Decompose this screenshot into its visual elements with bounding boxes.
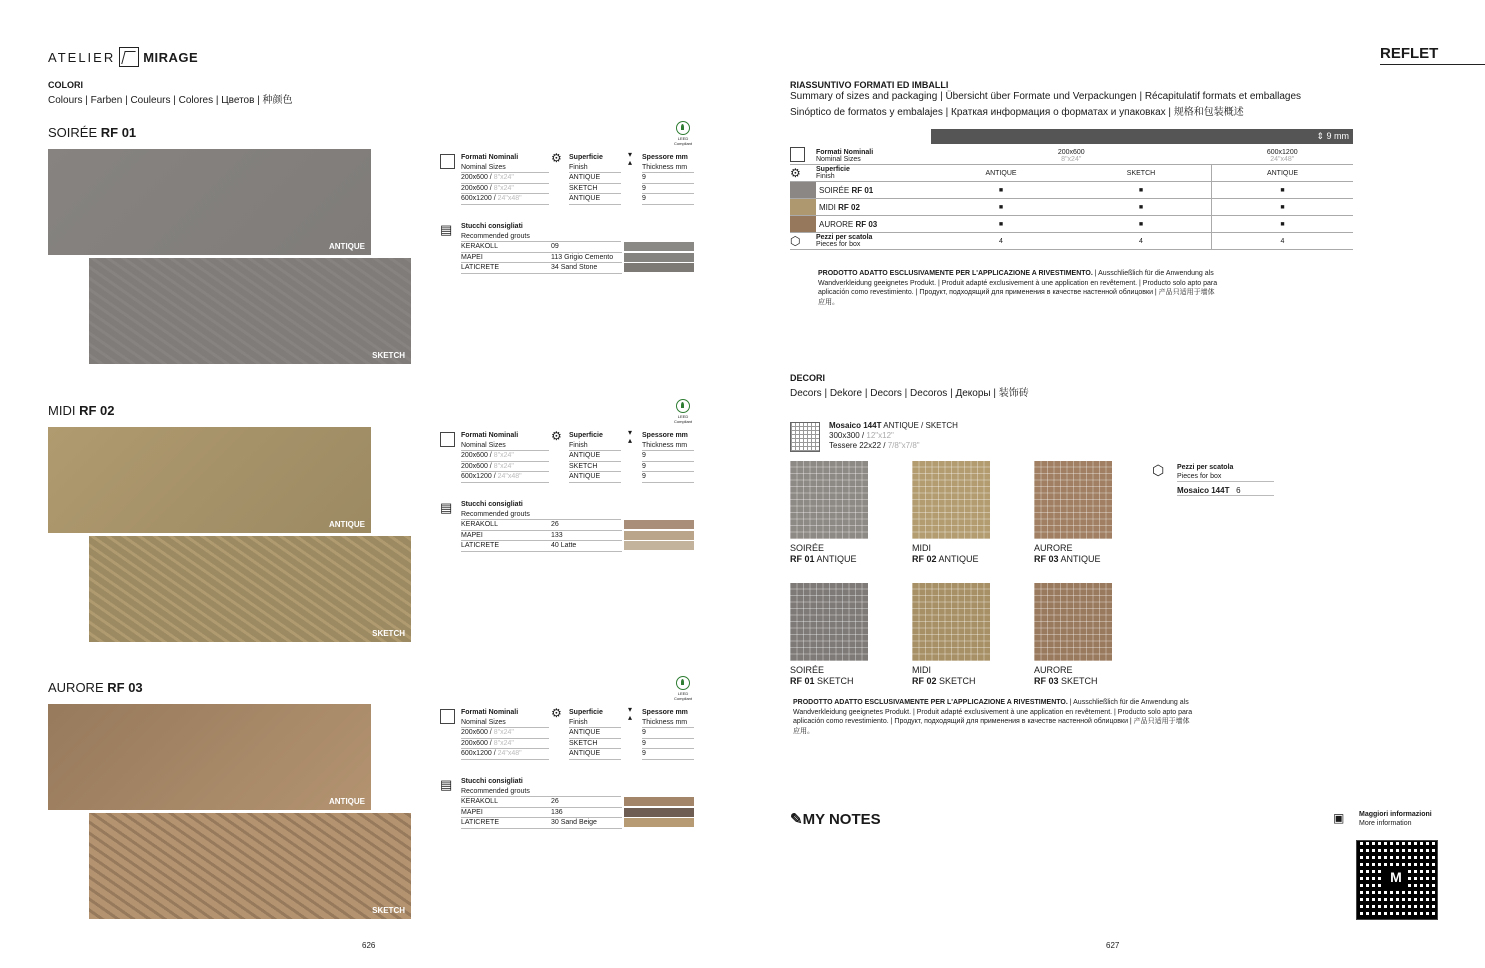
- product-title: [48, 125, 136, 140]
- decor-box-heading: Pezzi per scatola: [1177, 464, 1234, 471]
- available-mark: ■: [931, 216, 1071, 233]
- size-inch: 8"x24": [493, 184, 514, 192]
- grout-row: [461, 263, 622, 274]
- tile-antique: [48, 427, 371, 533]
- grout-value: 133: [551, 531, 563, 539]
- grout-row: [461, 797, 622, 808]
- thickness-sub: Thickness mm: [642, 441, 694, 452]
- mosaic-name: AURORE: [1034, 665, 1073, 675]
- grout-heading: Stucchi consigliati: [461, 223, 523, 230]
- grout-sub: Recommended grouts: [461, 232, 621, 243]
- grout-brand: KERAKOLL: [461, 521, 498, 528]
- thickness-value: 9: [642, 749, 694, 760]
- thickness-value: 9: [642, 184, 694, 195]
- product-title: [48, 680, 143, 695]
- product-name: AURORE: [819, 219, 856, 229]
- product-code: RF 02: [838, 202, 860, 212]
- mosaic-finish: SKETCH: [939, 676, 976, 686]
- mosaic-caption: [912, 543, 979, 565]
- thickness-icon: ⇕: [1316, 131, 1324, 141]
- thickness-icon: ▾ ▴: [628, 705, 633, 722]
- grout-brand: KERAKOLL: [461, 243, 498, 250]
- grout-heading: Stucchi consigliati: [461, 501, 523, 508]
- mosaic-code: RF 02: [912, 554, 937, 564]
- note-bold-1: PRODOTTO ADATTO ESCLUSIVAMENTE PER L'APPLICAZIONE A RIVESTIMENTO.: [818, 270, 1093, 277]
- thickness-value: 9: [642, 739, 694, 750]
- product-swatch: [790, 216, 816, 233]
- note-bold-2: PRODOTTO ADATTO ESCLUSIVAMENTE PER L'APPLICAZIONE A RIVESTIMENTO.: [793, 699, 1068, 706]
- finish-value: ANTIQUE: [569, 728, 621, 739]
- size-row: [461, 728, 549, 739]
- size-row: [461, 451, 549, 462]
- grout-brand: MAPEI: [461, 253, 483, 261]
- size-square-icon: [440, 709, 455, 724]
- finish-sub: Finish: [816, 173, 835, 180]
- mosaic-size-inch: 12"x12": [866, 431, 894, 440]
- size-row: [461, 184, 549, 195]
- mosaic-grid-icon: [790, 422, 820, 452]
- grout-icon: ▤: [440, 222, 453, 237]
- mosaic-finish: SKETCH: [1061, 676, 1098, 686]
- grout-swatch: [624, 242, 694, 251]
- thickness-bar: [931, 129, 1353, 144]
- size-value: 600x1200 /: [461, 750, 498, 757]
- available-mark: ■: [1212, 182, 1354, 199]
- grout-icon: ▤: [440, 500, 453, 515]
- mosaic-size: 300x300 /: [829, 431, 867, 440]
- mosaic-finish: SKETCH: [817, 676, 854, 686]
- mosaic-code: RF 01: [790, 676, 815, 686]
- grout-brand: LATICRETE: [461, 264, 499, 271]
- finish-col-2: SKETCH: [1071, 165, 1212, 182]
- size-value: 200x600 /: [461, 452, 494, 459]
- mosaic-code: RF 01: [790, 554, 815, 564]
- grout-swatch: [624, 263, 694, 272]
- product-code: RF 02: [79, 403, 115, 418]
- mosaic-name: SOIRÉE: [790, 665, 825, 675]
- decor-box-info: [1177, 463, 1274, 496]
- mosaic-tile: [1034, 583, 1112, 661]
- tile-antique: [48, 704, 371, 810]
- available-mark: ■: [1071, 182, 1212, 199]
- grout-swatch: [624, 797, 694, 806]
- size-row: [461, 749, 549, 760]
- summary-row-box: [790, 233, 1353, 250]
- tile-antique: [48, 149, 371, 255]
- brand-logo: [48, 47, 198, 67]
- summary-product-row: [790, 182, 1353, 199]
- sizes-column: [461, 431, 549, 483]
- grout-swatch: [624, 541, 694, 550]
- grout-row: [461, 531, 622, 542]
- thickness-column: [642, 431, 694, 483]
- thickness-value: 9 mm: [1326, 131, 1349, 141]
- box-icon-decor: ⬡: [1152, 462, 1165, 478]
- sketch-label: SKETCH: [372, 629, 405, 638]
- thickness-value: 9: [642, 194, 694, 205]
- my-notes-title: [790, 810, 881, 828]
- mosaic-tessere: Tessere 22x22 /: [829, 441, 888, 450]
- leed-text: LEED Compliant: [674, 414, 693, 424]
- grout-value: 09: [551, 243, 559, 250]
- sizes-heading: Formati Nominali: [461, 432, 519, 439]
- grout-value: 26: [551, 798, 559, 805]
- mosaic-name: MIDI: [912, 665, 931, 675]
- size-200x600-inch: 8"x24": [1061, 155, 1082, 163]
- product-code: RF 01: [100, 125, 137, 140]
- summary-sub-1: Summary of sizes and packaging | Übersicht über Formate und Verpackungen | Récapitulatif formats et emballages: [790, 91, 1302, 102]
- thickness-sub: Thickness mm: [642, 718, 694, 729]
- finish-value: ANTIQUE: [569, 173, 621, 184]
- finish-col-3: ANTIQUE: [1212, 165, 1354, 182]
- product-title: [48, 403, 114, 418]
- mosaic-caption: [790, 665, 854, 687]
- grout-value: 40 Latte: [551, 542, 577, 549]
- mosaic-finish: ANTIQUE: [816, 554, 857, 564]
- decor-box-sub: Pieces for box: [1177, 472, 1274, 482]
- size-inch: 24"x48": [497, 750, 522, 757]
- size-value: 200x600 /: [461, 739, 494, 747]
- grout-brand: LATICRETE: [461, 542, 499, 549]
- antique-label: ANTIQUE: [329, 797, 365, 806]
- finish-column: [569, 153, 621, 205]
- finish-icon: ⚙: [551, 151, 562, 165]
- size-value: 200x600 /: [461, 462, 494, 470]
- leaf-icon: [676, 676, 690, 690]
- size-square-icon: [440, 154, 455, 169]
- mosaic-tessere-inch: 7/8"x7/8": [887, 441, 920, 450]
- grout-value: 34 Sand Stone: [551, 264, 598, 271]
- mosaic-tile: [912, 461, 990, 539]
- box-sub: Pieces for box: [816, 241, 861, 248]
- series-title: REFLET: [1380, 45, 1439, 62]
- grout-sub: Recommended grouts: [461, 787, 621, 798]
- finish-sub: Finish: [569, 441, 621, 452]
- decor-box-value: 6: [1236, 486, 1241, 495]
- leed-badge: [674, 399, 692, 425]
- product-name: MIDI: [48, 403, 76, 418]
- product-code: RF 03: [855, 219, 878, 229]
- size-inch: 8"x24": [493, 174, 514, 181]
- finish-col-1: ANTIQUE: [931, 165, 1071, 182]
- tile-sketch: [89, 536, 411, 642]
- available-mark: ■: [1212, 216, 1354, 233]
- mosaic-name: SOIRÉE: [790, 543, 825, 553]
- leed-text: LEED Compliant: [674, 691, 693, 701]
- grout-row: [461, 520, 622, 531]
- finish-heading: Superficie: [569, 709, 603, 716]
- sizes-heading: Formati Nominali: [461, 709, 519, 716]
- sizes-column: [461, 708, 549, 760]
- more-info-heading: Maggiori informazioni: [1359, 811, 1432, 818]
- grout-row: [461, 818, 622, 829]
- grout-brand: KERAKOLL: [461, 798, 498, 805]
- box-col-1: 4: [931, 233, 1071, 250]
- finish-value: SKETCH: [569, 184, 621, 195]
- pen-icon: ✎: [790, 811, 803, 828]
- antique-label: ANTIQUE: [329, 520, 365, 529]
- size-value: 200x600 /: [461, 184, 494, 192]
- wall-only-note-2: [793, 698, 1193, 736]
- brand-atelier: ATELIER: [48, 49, 116, 65]
- size-600x1200: 600x1200: [1266, 148, 1298, 156]
- decor-heading: DECORI: [790, 373, 826, 383]
- grout-value: 26: [551, 521, 559, 528]
- page-number-left: 626: [362, 941, 376, 950]
- thickness-value: 9: [642, 728, 694, 739]
- available-mark: ■: [931, 182, 1071, 199]
- colors-heading: COLORI: [48, 80, 83, 90]
- mosaic-tile: [790, 583, 868, 661]
- grouts-block: [461, 500, 694, 552]
- size-inch: 8"x24": [493, 739, 514, 747]
- finish-value: ANTIQUE: [569, 472, 621, 483]
- grout-swatch: [624, 808, 694, 817]
- tile-sketch: [89, 258, 411, 364]
- my-notes-label: MY NOTES: [802, 811, 881, 828]
- box-col-3: 4: [1212, 233, 1354, 250]
- mosaic-name: AURORE: [1034, 543, 1073, 553]
- sketch-label: SKETCH: [372, 351, 405, 360]
- mosaic-code: RF 03: [1034, 676, 1059, 686]
- mosaic-caption: [912, 665, 976, 687]
- mosaic-finish: ANTIQUE / SKETCH: [881, 421, 958, 430]
- product-name: SOIRÉE: [819, 185, 852, 195]
- note-rest-2: | Ausschließlich für die Anwendung als Wandverkleidung geeignetes Produkt. | Produit adapté exclusivement à une application en revêtement. | Producto solo apto para aplicación como revestimiento. | Продукт, подходящий для применения в качестве настенной облицовки | 产品只适用于墙体应用。: [793, 699, 1193, 735]
- grouts-block: [461, 222, 694, 274]
- size-row: [461, 739, 549, 750]
- summary-sub-2: Sinóptico de formatos y embalajes | Краткая информация о форматах и упаковках | 规格和包装概述: [790, 107, 1244, 118]
- available-mark: ■: [931, 199, 1071, 216]
- grout-swatch: [624, 531, 694, 540]
- size-row: [461, 173, 549, 184]
- size-value: 600x1200 /: [461, 195, 498, 202]
- mosaic-info: [829, 421, 958, 451]
- note-rest-1: | Ausschließlich für die Anwendung als Wandverkleidung geeignetes Produkt. | Produit adapté exclusivement à une application en revêtement. | Producto solo apto para aplicación como revestimiento. | Продукт, подходящий для применения в качестве настенной облицовки | 产品只适用于墙体应用。: [818, 270, 1218, 306]
- size-inch: 24"x48": [497, 195, 522, 202]
- sizes-sub: Nominal Sizes: [816, 155, 861, 163]
- summary-table: [790, 147, 1353, 250]
- thickness-icon: ▾ ▴: [628, 150, 633, 167]
- series-rule: [1380, 64, 1485, 65]
- colors-subheading: Colours | Farben | Couleurs | Colores | Цветов | 种颜色: [48, 95, 293, 106]
- available-mark: ■: [1212, 199, 1354, 216]
- grout-value: 30 Sand Beige: [551, 819, 597, 826]
- sizes-sub: Nominal Sizes: [461, 163, 549, 174]
- mosaic-code: RF 03: [1034, 554, 1059, 564]
- mosaic-caption: [1034, 543, 1101, 565]
- grout-swatch: [624, 253, 694, 262]
- mosaic-tile: [790, 461, 868, 539]
- size-row: [461, 462, 549, 473]
- size-value: 200x600 /: [461, 729, 494, 736]
- finish-value: ANTIQUE: [569, 451, 621, 462]
- summary-heading: RIASSUNTIVO FORMATI ED IMBALLI: [790, 80, 949, 90]
- thickness-column: [642, 153, 694, 205]
- leaf-icon: [676, 399, 690, 413]
- grout-icon: ▤: [440, 777, 453, 792]
- decor-box-item: Mosaico 144T: [1177, 486, 1230, 495]
- grout-row: [461, 242, 622, 253]
- sizes-sub: Nominal Sizes: [461, 718, 549, 729]
- box-heading: Pezzi per scatola: [816, 234, 873, 241]
- finish-column: [569, 431, 621, 483]
- more-info-sub: More information: [1359, 820, 1412, 827]
- finish-icon: ⚙: [551, 429, 562, 443]
- summary-product-row: [790, 216, 1353, 233]
- mirage-logo-icon: [119, 47, 139, 67]
- grouts-block: [461, 777, 694, 829]
- thickness-value: 9: [642, 451, 694, 462]
- product-swatch: [790, 182, 816, 199]
- more-info: [1359, 810, 1432, 828]
- size-200x600: 200x600: [1057, 148, 1085, 156]
- size-value: 600x1200 /: [461, 473, 498, 480]
- size-value: 200x600 /: [461, 174, 494, 181]
- size-inch: 24"x48": [497, 473, 522, 480]
- summary-product-row: [790, 199, 1353, 216]
- finish-heading: Superficie: [569, 154, 603, 161]
- size-inch: 8"x24": [493, 452, 514, 459]
- summary-row-sizes: [790, 147, 1353, 165]
- product-name: MIDI: [819, 202, 839, 212]
- finish-icon: ⚙: [790, 166, 801, 180]
- finish-value: SKETCH: [569, 739, 621, 750]
- thickness-column: [642, 708, 694, 760]
- leed-badge: [674, 676, 692, 702]
- grout-brand: MAPEI: [461, 808, 483, 816]
- sizes-column: [461, 153, 549, 205]
- mosaic-name: MIDI: [912, 543, 931, 553]
- thickness-heading: Spessore mm: [642, 432, 688, 439]
- mosaic-title: Mosaico 144T: [829, 421, 882, 430]
- grout-swatch: [624, 520, 694, 529]
- mosaic-tile: [912, 583, 990, 661]
- thickness-value: 9: [642, 462, 694, 473]
- qr-logo: M: [1384, 866, 1408, 888]
- tile-sketch: [89, 813, 411, 919]
- mosaic-finish: ANTIQUE: [938, 554, 979, 564]
- size-inch: 8"x24": [493, 729, 514, 736]
- finish-sub: Finish: [569, 163, 621, 174]
- grout-row: [461, 541, 622, 552]
- box-icon: ⬡: [790, 234, 801, 248]
- thickness-icon: ▾ ▴: [628, 428, 633, 445]
- available-mark: ■: [1071, 199, 1212, 216]
- antique-label: ANTIQUE: [329, 242, 365, 251]
- grout-brand: MAPEI: [461, 531, 483, 539]
- finish-icon: ⚙: [551, 706, 562, 720]
- product-swatch: [790, 199, 816, 216]
- thickness-value: 9: [642, 472, 694, 483]
- product-name: SOIRÉE: [48, 125, 98, 140]
- sketch-label: SKETCH: [372, 906, 405, 915]
- finish-heading: Superficie: [569, 432, 603, 439]
- thickness-value: 9: [642, 173, 694, 184]
- grout-row: [461, 808, 622, 819]
- thickness-heading: Spessore mm: [642, 709, 688, 716]
- finish-sub: Finish: [569, 718, 621, 729]
- size-row: [461, 472, 549, 483]
- size-square-icon: [790, 147, 805, 162]
- brand-mirage: MIRAGE: [143, 49, 199, 65]
- sizes-heading: Formati Nominali: [461, 154, 519, 161]
- available-mark: ■: [1071, 216, 1212, 233]
- grout-heading: Stucchi consigliati: [461, 778, 523, 785]
- finish-value: SKETCH: [569, 462, 621, 473]
- summary-row-finish: [790, 165, 1353, 182]
- product-code: RF 03: [107, 680, 143, 695]
- size-inch: 8"x24": [493, 462, 514, 470]
- finish-heading: Superficie: [816, 166, 850, 173]
- info-icon: ▣: [1333, 811, 1345, 825]
- leed-text: LEED Compliant: [674, 136, 693, 146]
- product-name: AURORE: [48, 680, 104, 695]
- page-number-right: 627: [1106, 941, 1120, 950]
- leaf-icon: [676, 121, 690, 135]
- size-square-icon: [440, 432, 455, 447]
- finish-value: ANTIQUE: [569, 749, 621, 760]
- thickness-sub: Thickness mm: [642, 163, 694, 174]
- finish-column: [569, 708, 621, 760]
- grout-sub: Recommended grouts: [461, 510, 621, 521]
- size-600x1200-inch: 24"x48": [1270, 155, 1295, 163]
- thickness-heading: Spessore mm: [642, 154, 688, 161]
- mosaic-finish: ANTIQUE: [1060, 554, 1101, 564]
- leed-badge: [674, 121, 692, 147]
- mosaic-code: RF 02: [912, 676, 937, 686]
- grout-value: 113 Grigio Cemento: [551, 253, 614, 261]
- sizes-heading: Formati Nominali: [816, 148, 874, 156]
- mosaic-tile: [1034, 461, 1112, 539]
- sizes-sub: Nominal Sizes: [461, 441, 549, 452]
- product-code: RF 01: [851, 185, 874, 195]
- box-col-2: 4: [1071, 233, 1212, 250]
- grout-value: 136: [551, 808, 563, 816]
- mosaic-caption: [790, 543, 857, 565]
- wall-only-note-1: [818, 269, 1218, 307]
- grout-row: [461, 253, 622, 264]
- decor-subheading: Decors | Dekore | Decors | Decoros | Декоры | 装饰砖: [790, 388, 1029, 399]
- finish-value: ANTIQUE: [569, 194, 621, 205]
- grout-swatch: [624, 818, 694, 827]
- grout-brand: LATICRETE: [461, 819, 499, 826]
- mosaic-caption: [1034, 665, 1098, 687]
- size-row: [461, 194, 549, 205]
